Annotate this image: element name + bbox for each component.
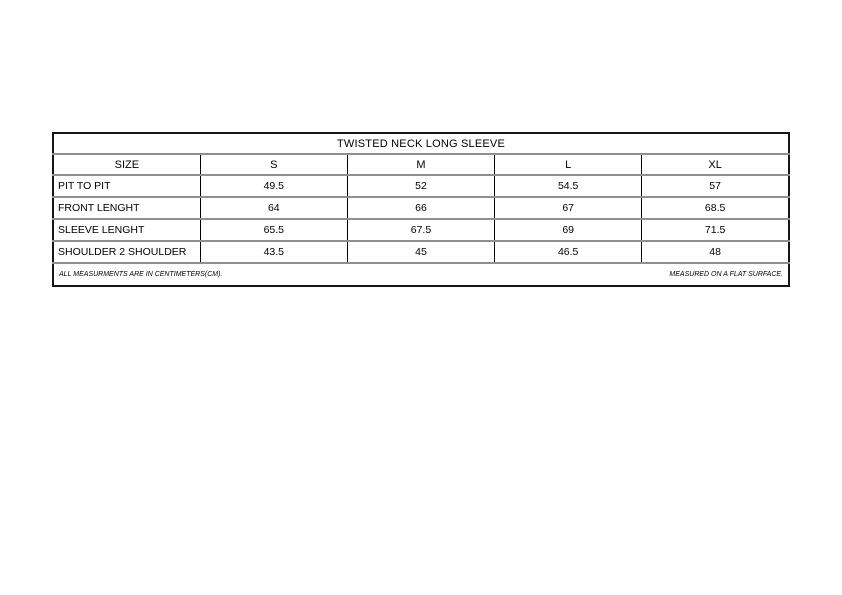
table-header-row xyxy=(53,154,789,175)
cell-value: 68.5 xyxy=(642,197,789,219)
table-footer-row xyxy=(53,263,789,286)
column-header-m: M xyxy=(347,154,494,175)
footer-notes xyxy=(54,271,788,278)
row-label: SLEEVE LENGHT xyxy=(53,219,200,241)
cell-value: 64 xyxy=(200,197,347,219)
cell-value: 48 xyxy=(642,241,789,263)
column-header-s: S xyxy=(200,154,347,175)
cell-value: 46.5 xyxy=(495,241,642,263)
cell-value: 66 xyxy=(347,197,494,219)
table-title: TWISTED NECK LONG SLEEVE xyxy=(336,137,505,150)
cell-value: 52 xyxy=(347,175,494,197)
cell-value: 71.5 xyxy=(642,219,789,241)
table-row xyxy=(53,197,789,219)
row-label: FRONT LENGHT xyxy=(53,197,200,219)
cell-value: 65.5 xyxy=(200,219,347,241)
table-row xyxy=(53,175,789,197)
row-label: PIT TO PIT xyxy=(53,175,200,197)
footer-note-surface: MEASURED ON A FLAT SURFACE. xyxy=(669,271,783,278)
column-header-size: SIZE xyxy=(53,154,200,175)
cell-value: 45 xyxy=(347,241,494,263)
row-label: SHOULDER 2 SHOULDER xyxy=(53,241,200,263)
column-header-xl: XL xyxy=(642,154,789,175)
cell-value: 57 xyxy=(642,175,789,197)
table-row xyxy=(53,241,789,263)
cell-value: 67 xyxy=(495,197,642,219)
column-header-l: L xyxy=(495,154,642,175)
footer-note-units: ALL MEASURMENTS ARE IN CENTIMETERS(CM). xyxy=(59,271,223,278)
table-title-row xyxy=(53,133,789,154)
size-chart-table xyxy=(52,132,790,287)
cell-value: 49.5 xyxy=(200,175,347,197)
cell-value: 54.5 xyxy=(495,175,642,197)
table-row xyxy=(53,219,789,241)
cell-value: 69 xyxy=(495,219,642,241)
cell-value: 67.5 xyxy=(347,219,494,241)
cell-value: 43.5 xyxy=(200,241,347,263)
